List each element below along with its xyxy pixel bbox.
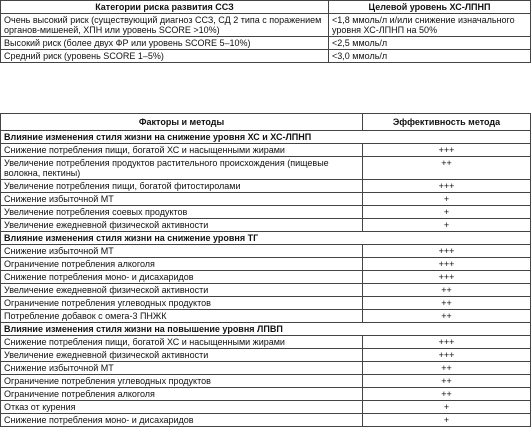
effectiveness-cell: +++ [363, 258, 531, 271]
factor-cell: Ограничение потребления алкоголя [1, 388, 363, 401]
table-row [1, 206, 531, 219]
effectiveness-cell: + [363, 193, 531, 206]
effectiveness-cell: ++ [363, 388, 531, 401]
factor-cell: Ограничение потребления алкоголя [1, 258, 363, 271]
risk-category-cell: Высокий риск (более двух ФР или уровень SCORE 5–10%) [1, 37, 329, 50]
risk-row [1, 14, 531, 37]
risk-category-cell: Средний риск (уровень SCORE 1–5%) [1, 50, 329, 63]
table-row [1, 219, 531, 232]
target-level-cell: <1,8 ммоль/л и/или снижение изначального уровня ХС-ЛПНП на 50% [329, 14, 531, 37]
section-row-hdl [1, 323, 531, 336]
factor-cell: Снижение потребления моно- и дисахаридов [1, 271, 363, 284]
factor-cell: Увеличение ежедневной физической активности [1, 349, 363, 362]
section-title: Влияние изменения стиля жизни на повышение уровня ЛПВП [1, 323, 531, 336]
table-row [1, 193, 531, 206]
effectiveness-cell: ++ [363, 157, 531, 180]
effectiveness-cell: + [363, 206, 531, 219]
target-ldl-header: Целевой уровень ХС-ЛПНП [329, 1, 531, 14]
effectiveness-header: Эффективность метода [363, 114, 531, 131]
factor-cell: Снижение потребления пищи, богатой ХС и насыщенными жирами [1, 144, 363, 157]
table-row [1, 245, 531, 258]
risk-table-header-row [1, 1, 531, 14]
factor-cell: Снижение потребления пищи, богатой ХС и насыщенными жирами [1, 336, 363, 349]
risk-row [1, 37, 531, 50]
factor-cell: Увеличение потребления продуктов растительного происхождения (пищевые волокна, пектины) [1, 157, 363, 180]
table-row [1, 362, 531, 375]
factor-cell: Отказ от курения [1, 401, 363, 414]
effectiveness-cell: ++ [363, 297, 531, 310]
effectiveness-cell: ++ [363, 310, 531, 323]
risk-row [1, 50, 531, 63]
factor-cell: Снижение избыточной МТ [1, 193, 363, 206]
risk-category-table [0, 0, 531, 63]
table-row [1, 180, 531, 193]
table-row [1, 144, 531, 157]
effectiveness-cell: + [363, 401, 531, 414]
table-row [1, 157, 531, 180]
target-level-cell: <3,0 ммоль/л [329, 50, 531, 63]
methods-table-header-row [1, 114, 531, 131]
factors-header: Факторы и методы [1, 114, 363, 131]
effectiveness-cell: ++ [363, 362, 531, 375]
factor-cell: Ограничение потребления углеводных продуктов [1, 297, 363, 310]
table-row [1, 310, 531, 323]
risk-category-cell: Очень высокий риск (существующий диагноз ССЗ, СД 2 типа с поражением органов-мишеней, ХПН или уровень SCORE >10%) [1, 14, 329, 37]
effectiveness-cell: +++ [363, 349, 531, 362]
section-row-cholesterol [1, 131, 531, 144]
factor-cell: Увеличение ежедневной физической активности [1, 284, 363, 297]
table-row [1, 401, 531, 414]
effectiveness-cell: + [363, 219, 531, 232]
factor-cell: Ограничение потребления углеводных продуктов [1, 375, 363, 388]
table-row [1, 258, 531, 271]
section-title: Влияние изменения стиля жизни на снижение уровня ХС и ХС-ЛПНП [1, 131, 531, 144]
effectiveness-cell: ++ [363, 284, 531, 297]
section-row-triglycerides [1, 232, 531, 245]
risk-category-header: Категории риска развития ССЗ [1, 1, 329, 14]
table-row [1, 284, 531, 297]
table-row [1, 414, 531, 427]
table-row [1, 349, 531, 362]
effectiveness-cell: ++ [363, 375, 531, 388]
factor-cell: Увеличение ежедневной физической активности [1, 219, 363, 232]
table-row [1, 297, 531, 310]
factor-cell: Увеличение потребления пищи, богатой фитостиролами [1, 180, 363, 193]
effectiveness-cell: +++ [363, 271, 531, 284]
factor-cell: Снижение потребления моно- и дисахаридов [1, 414, 363, 427]
target-level-cell: <2,5 ммоль/л [329, 37, 531, 50]
effectiveness-cell: +++ [363, 336, 531, 349]
factor-cell: Снижение избыточной МТ [1, 362, 363, 375]
effectiveness-cell: +++ [363, 144, 531, 157]
table-row [1, 375, 531, 388]
lifestyle-methods-table [0, 113, 531, 427]
factor-cell: Потребление добавок с омега-3 ПНЖК [1, 310, 363, 323]
factor-cell: Снижение избыточной МТ [1, 245, 363, 258]
factor-cell: Увеличение потребления соевых продуктов [1, 206, 363, 219]
effectiveness-cell: +++ [363, 180, 531, 193]
table-row [1, 388, 531, 401]
effectiveness-cell: +++ [363, 245, 531, 258]
table-row [1, 271, 531, 284]
table-row [1, 336, 531, 349]
section-title: Влияние изменения стиля жизни на снижение уровня ТГ [1, 232, 531, 245]
effectiveness-cell: + [363, 414, 531, 427]
